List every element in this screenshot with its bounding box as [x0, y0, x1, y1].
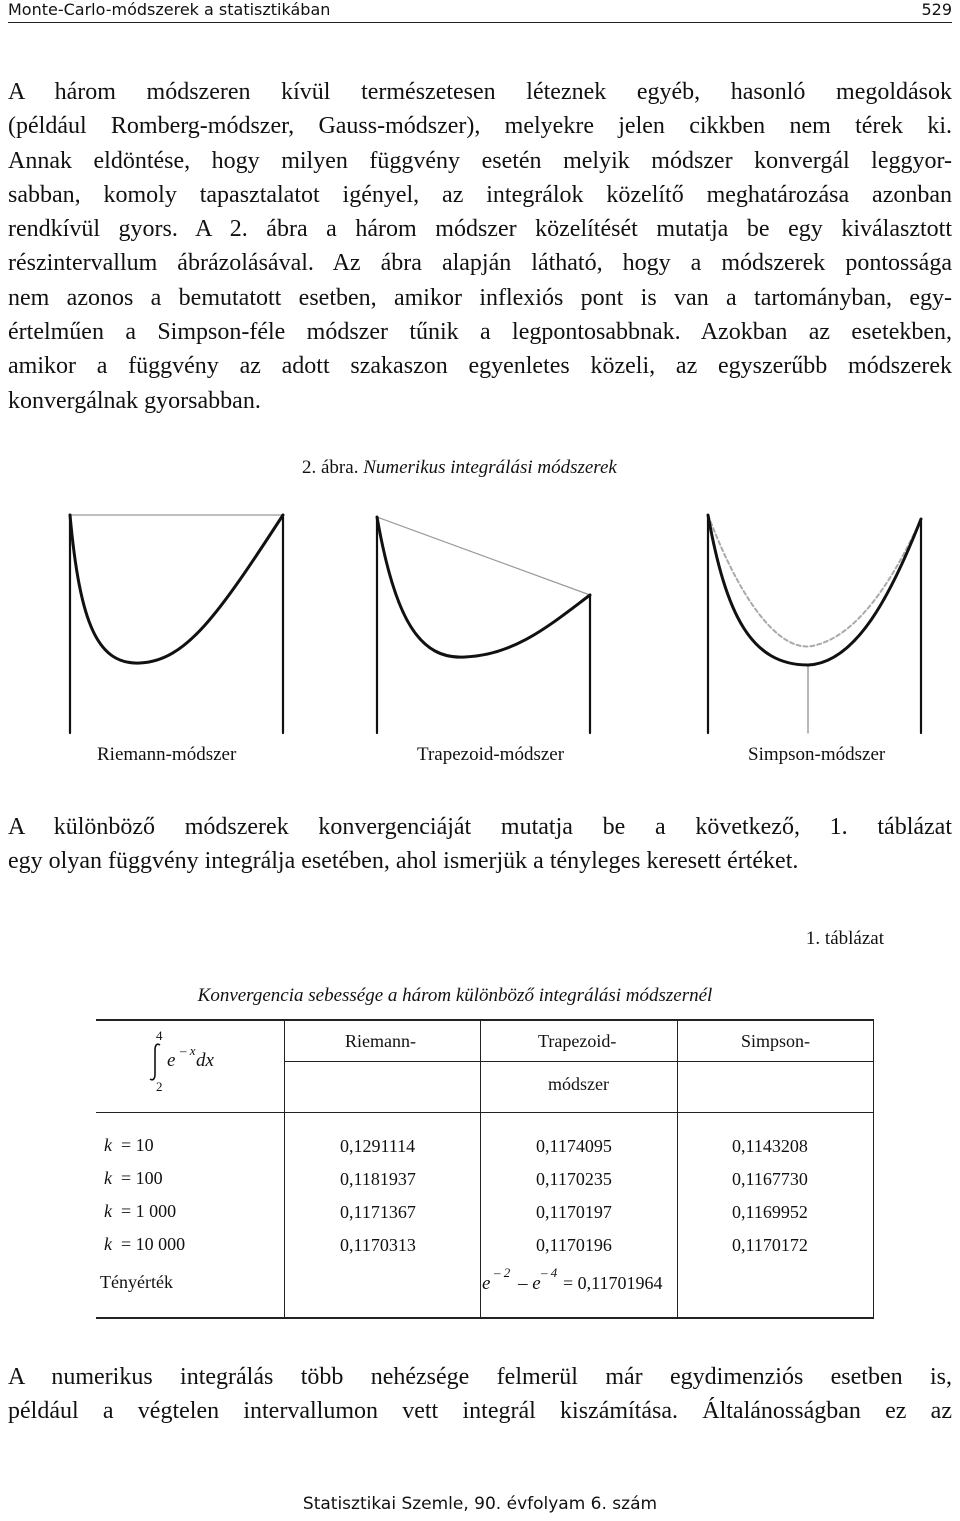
integral-sign-icon: [146, 1042, 164, 1082]
trapezoid-value: 0,1170196: [536, 1235, 612, 1255]
table-vline: [284, 1019, 285, 1317]
page-number: 529: [921, 0, 952, 19]
trapezoid-value: 0,1174095: [536, 1136, 612, 1156]
text-line: A különböző módszerek konvergenciáját mutatja be a következő, 1. táblázat: [8, 814, 952, 840]
integral-lower-limit: 2: [156, 1079, 163, 1094]
row-k-value: = 100: [121, 1168, 163, 1188]
row-k-symbol: k: [104, 1135, 112, 1155]
true-value-result: = 0,11701964: [563, 1273, 663, 1293]
figure-caption: [302, 457, 617, 479]
riemann-value: 0,1171367: [340, 1202, 416, 1222]
text-line: A numerikus integrálás több nehézsége felmerül már egydimenziós esetben is,: [8, 1364, 952, 1390]
paragraph-continuation: [8, 1360, 952, 1429]
table-mid-rule: [284, 1061, 874, 1062]
integral-exponent: – x: [180, 1043, 196, 1058]
true-value-e1: e: [482, 1273, 491, 1294]
true-value-exp1: – 2: [494, 1265, 511, 1280]
text-line: részintervallum ábrázolásával. Az ábra alapján látható, hogy a módszerek pontossága: [8, 250, 952, 277]
riemann-value: 0,1181937: [340, 1169, 416, 1189]
simpson-value: 0,1169952: [732, 1202, 808, 1222]
panel-label-simpson: Simpson-módszer: [748, 744, 886, 765]
column-header-trapezoid: Trapezoid-: [538, 1031, 617, 1051]
table-vline: [677, 1019, 678, 1317]
text-line: egy olyan függvény integrálja esetében, ahol ismerjük a tényleges keresett értéket.: [8, 848, 799, 875]
riemann-method-plot: [58, 505, 293, 735]
row-k-symbol: k: [104, 1168, 112, 1188]
trapezoid-method-plot: [365, 505, 600, 735]
table-header-rule: [96, 1112, 874, 1113]
panel-label-trapezoid: Trapezoid-módszer: [417, 744, 565, 765]
simpson-value: 0,1167730: [732, 1169, 808, 1189]
row-k-value: = 10 000: [121, 1234, 186, 1254]
riemann-value: 0,1291114: [340, 1136, 416, 1156]
text-line: Annak eldöntése, hogy milyen függvény esetén melyik módszer konvergál leggyor-: [8, 147, 952, 174]
column-header-simpson: Simpson-: [741, 1031, 811, 1051]
table-title: Konvergencia sebessége a három különböző integrálási módszernél: [197, 985, 713, 1006]
paragraph-table-intro: [8, 810, 952, 879]
figure-caption-text: Numerikus integrálási módszerek: [363, 457, 617, 478]
column-header-subtitle: módszer: [548, 1074, 609, 1094]
text-line: amikor a függvény az adott szakaszon egyenletes közeli, az egyszerűbb módszerek: [8, 353, 952, 380]
integral-upper-limit: 4: [156, 1028, 163, 1043]
integral-dx: dx: [196, 1050, 214, 1071]
table-vline: [873, 1019, 874, 1317]
simpson-method-plot: [696, 505, 931, 735]
table-top-rule: [96, 1019, 874, 1021]
true-value-minus-e: – e: [518, 1273, 541, 1294]
simpson-value: 0,1143208: [732, 1136, 808, 1156]
text-line: értelműen a Simpson-féle módszer tűnik a legpontosabbnak. Azokban az esetekben,: [8, 319, 952, 346]
paragraph-intro: [8, 75, 952, 418]
trapezoid-value: 0,1170197: [536, 1202, 612, 1222]
integral-base: e: [167, 1050, 176, 1071]
trapezoid-value: 0,1170235: [536, 1169, 612, 1189]
column-header-riemann: Riemann-: [345, 1031, 416, 1051]
table-bottom-rule: [96, 1317, 874, 1319]
riemann-value: 0,1170313: [340, 1235, 416, 1255]
text-line: A három módszeren kívül természetesen léteznek egyéb, hasonló megoldások: [8, 79, 952, 105]
row-k-value: = 10: [121, 1135, 154, 1155]
true-value-label: Tényérték: [100, 1272, 173, 1292]
running-title: Monte-Carlo-módszerek a statisztikában: [8, 0, 331, 19]
row-k-value: = 1 000: [121, 1201, 177, 1221]
text-line: (például Romberg-módszer, Gauss-módszer), melyekre jelen cikkben nem térek ki.: [8, 113, 952, 140]
panel-label-riemann: Riemann-módszer: [97, 744, 237, 765]
running-header: [8, 0, 952, 23]
journal-footer: Statisztikai Szemle, 90. évfolyam 6. szám: [302, 1494, 658, 1514]
text-line: konvergálnak gyorsabban.: [8, 387, 261, 414]
simpson-value: 0,1170172: [732, 1235, 808, 1255]
row-k-symbol: k: [104, 1201, 112, 1221]
figure-caption-number: 2. ábra.: [302, 457, 359, 478]
row-k-symbol: k: [104, 1234, 112, 1254]
table-number: 1. táblázat: [805, 928, 884, 949]
table-vline: [480, 1019, 481, 1317]
text-line: nem azonos a bemutatott esetben, amikor inflexiós pont is van a tartományban, egy-: [8, 284, 952, 311]
text-line: rendkívül gyors. A 2. ábra a három módszer közelítését mutatja be egy kiválasztott: [8, 216, 952, 243]
text-line: sabban, komoly tapasztalatot igényel, az integrálok közelítő meghatározása azonban: [8, 181, 952, 208]
true-value-exp2: – 4: [541, 1265, 558, 1280]
text-line: például a végtelen intervallumon vett integrál kiszámítása. Általánosságban ez az: [8, 1398, 952, 1425]
